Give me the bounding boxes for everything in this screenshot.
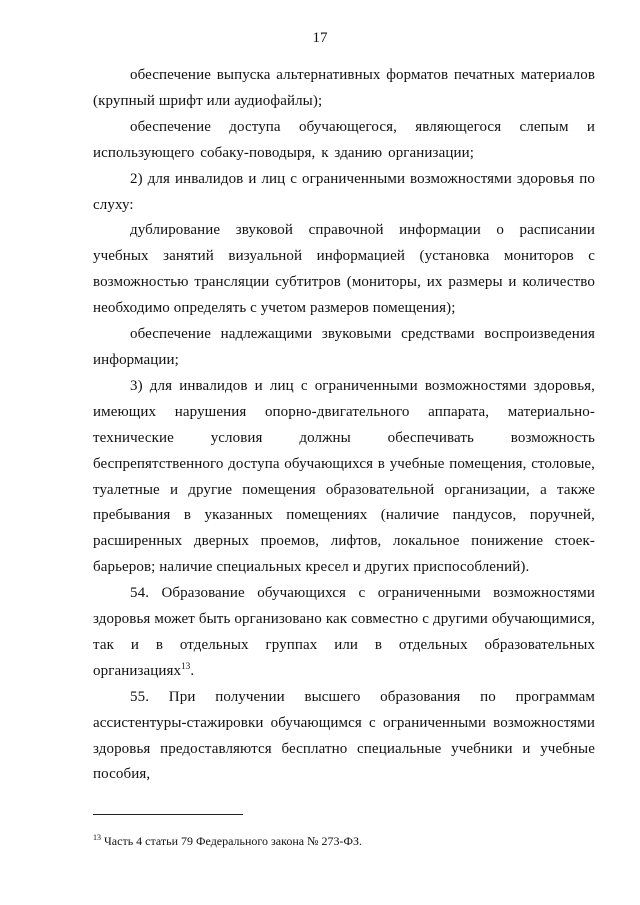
paragraph: 55. При получении высшего образования по программам ассистентуры-стажировки обучающимся с ограниченными возможностями здоровья предоставляются бесплатно специальные учебники и учебные пособия, bbox=[93, 688, 595, 783]
footnote-reference[interactable]: 13 bbox=[181, 660, 191, 671]
paragraph-54-text: 54. Образование обучающихся с ограниченными возможностями здоровья может быть организовано как совместно с другими обучающимися, так и в отдельных группах или в отдельных образовательных организациях bbox=[93, 585, 595, 679]
paragraph: 3) для инвалидов и лиц с ограниченными возможностями здоровья, имеющих нарушения опорно-двигательного аппарата, материально-технические условия должны обеспечивать возможность беспрепятственного доступа обучающихся в учебные помещения, столовые, туалетные и другие помещения образовательной организации, а также пребывания в указанных помещениях (наличие пандусов, поручней, расширенных дверных проемов, лифтов, локальное понижение стоек-барьеров; наличие специальных кресел и других приспособлений). bbox=[93, 377, 595, 576]
paragraph: обеспечение надлежащими звуковыми средствами воспроизведения информации; bbox=[93, 326, 595, 368]
body-text bbox=[93, 63, 595, 788]
paragraph: дублирование звуковой справочной информации о расписании учебных занятий визуальной информацией (установка мониторов с возможностью трансляции субтитров (мониторы, их размеры и количество необходимо определять с учетом размеров помещения); bbox=[93, 222, 595, 317]
footnote-marker: 13 bbox=[93, 833, 101, 842]
page-number: 17 bbox=[312, 30, 328, 46]
paragraph: обеспечение доступа обучающегося, являющегося слепым и использующего собаку-поводыря, к зданию организации; bbox=[93, 118, 595, 161]
paragraph-54 bbox=[93, 581, 595, 685]
paragraph: обеспечение выпуска альтернативных форматов печатных материалов (крупный шрифт или аудиофайлы); bbox=[93, 67, 595, 109]
paragraph: 2) для инвалидов и лиц с ограниченными возможностями здоровья по слуху: bbox=[93, 170, 595, 213]
paragraph-54-end: . bbox=[190, 662, 195, 679]
footnote bbox=[93, 833, 593, 849]
footnote-separator bbox=[93, 814, 243, 815]
footnote-text: Часть 4 статьи 79 Федерального закона № 273-ФЗ. bbox=[101, 834, 363, 848]
